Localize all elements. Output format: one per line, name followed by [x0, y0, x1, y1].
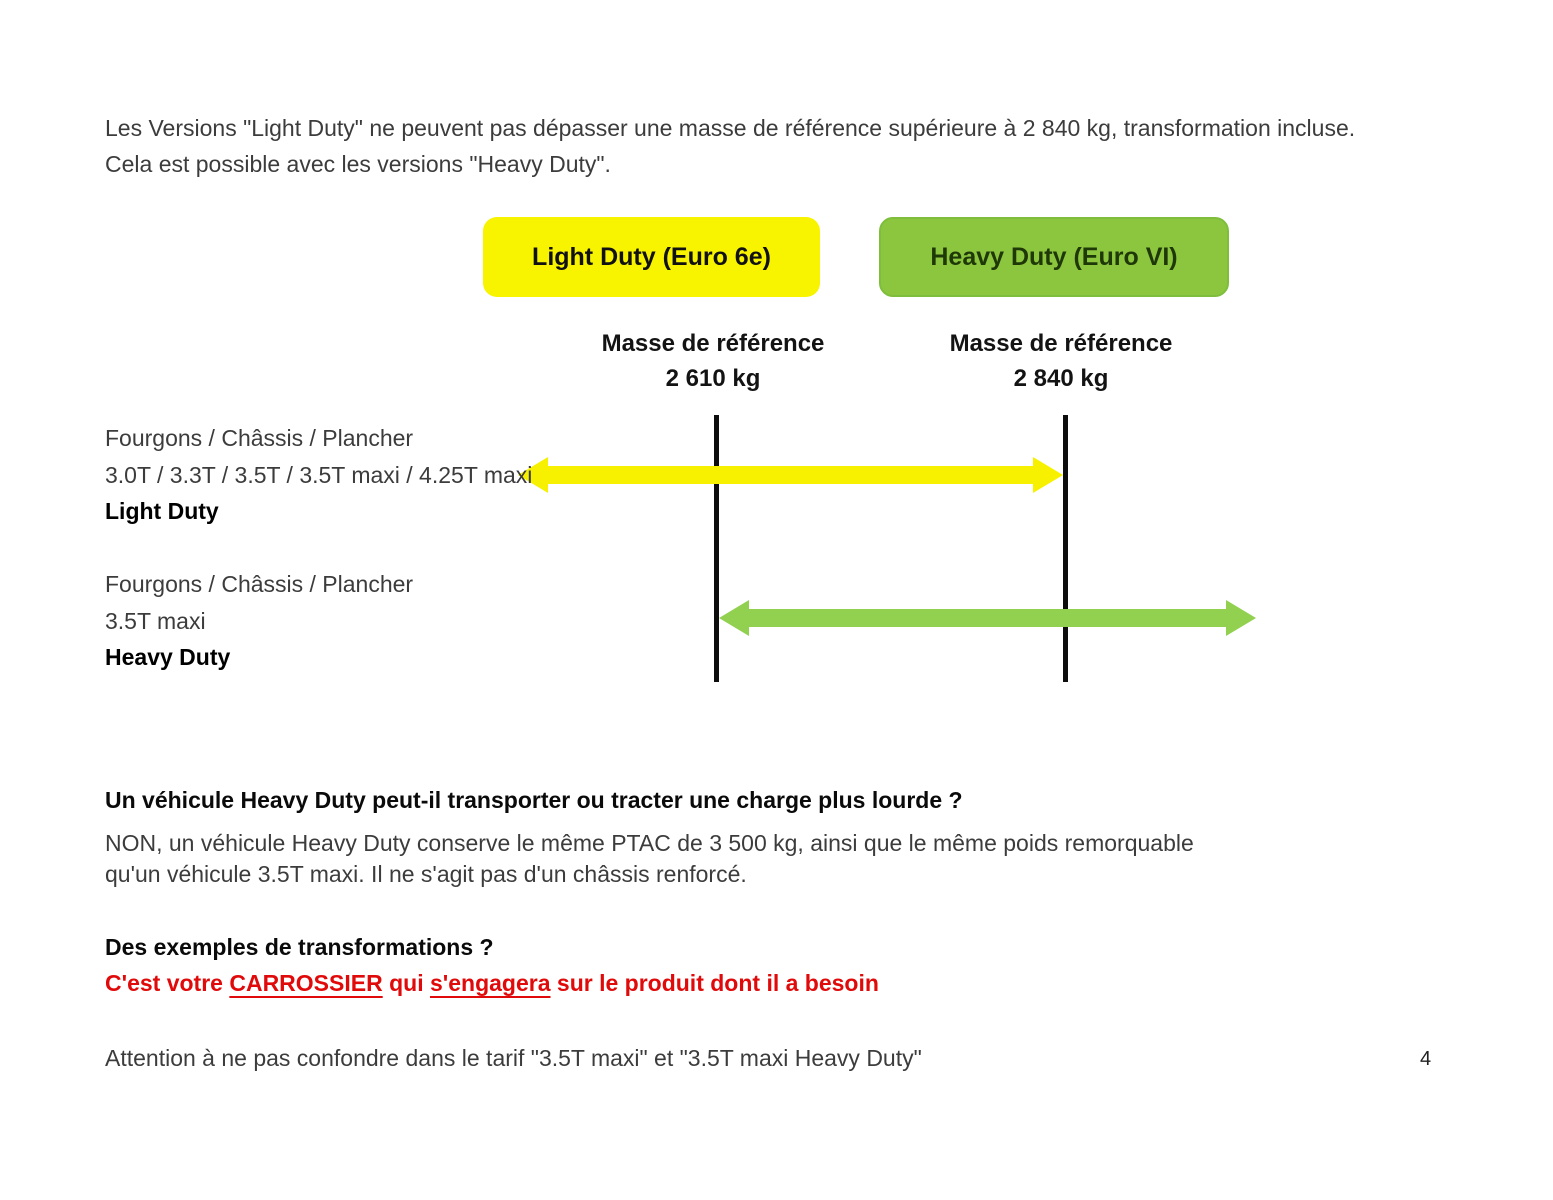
light-duty-models-line-1: Fourgons / Châssis / Plancher — [105, 425, 414, 451]
heavy-duty-models-line-2: 3.5T maxi — [105, 607, 206, 634]
heavy-duty-range-arrow — [719, 598, 1256, 638]
qa-answer — [105, 828, 1194, 890]
heavy-duty-models-line-3: Heavy Duty — [105, 644, 231, 670]
carrossier-warning — [105, 970, 879, 997]
light-duty-range-arrow — [518, 455, 1063, 495]
heavy-duty-models-line-1: Fourgons / Châssis / Plancher — [105, 571, 414, 597]
mass-reference-heavy — [901, 326, 1221, 396]
carrossier-warning-seg-4: s'engagera — [429, 970, 551, 996]
qa-question-heading: Un véhicule Heavy Duty peut-il transporter ou tracter une charge plus lourde ? — [105, 787, 963, 813]
page-number: 4 — [1420, 1048, 1432, 1070]
heavy-duty-badge-label: Heavy Duty (Euro VI) — [930, 242, 1178, 271]
footer-note: Attention à ne pas confondre dans le tarif "3.5T maxi" et "3.5T maxi Heavy Duty" — [105, 1045, 922, 1071]
intro-paragraph — [105, 110, 1355, 182]
mass-reference-light-value: 2 610 kg — [665, 365, 761, 392]
carrossier-warning-seg-2: CARROSSIER — [229, 970, 383, 996]
carrossier-warning-seg-1: C'est votre — [105, 970, 230, 996]
transformations-heading: Des exemples de transformations ? — [105, 934, 494, 960]
intro-line-2: Cela est possible avec les versions "Heavy Duty". — [105, 151, 611, 177]
light-duty-models-line-3: Light Duty — [105, 498, 219, 524]
carrossier-warning-seg-3: qui — [382, 970, 430, 996]
heavy-duty-models-label — [105, 566, 413, 676]
light-duty-badge-label: Light Duty (Euro 6e) — [532, 242, 771, 271]
mass-reference-heavy-value: 2 840 kg — [1013, 365, 1109, 392]
light-duty-range-arrow-shape — [518, 457, 1063, 493]
heavy-duty-range-arrow-shape — [719, 600, 1256, 636]
qa-answer-line-2: qu'un véhicule 3.5T maxi. Il ne s'agit pas d'un châssis renforcé. — [105, 861, 747, 887]
intro-line-1: Les Versions "Light Duty" ne peuvent pas dépasser une masse de référence supérieure à 2 840 kg, transformation incluse. — [105, 115, 1356, 141]
threshold-line-2840 — [1063, 415, 1068, 682]
light-duty-models-label — [105, 420, 532, 530]
light-duty-models-line-2: 3.0T / 3.3T / 3.5T / 3.5T maxi / 4.25T maxi — [105, 461, 533, 488]
light-duty-badge — [483, 217, 820, 297]
qa-answer-line-1: NON, un véhicule Heavy Duty conserve le même PTAC de 3 500 kg, ainsi que le même poids remorquable — [105, 830, 1194, 856]
carrossier-warning-seg-5: sur le produit dont il a besoin — [550, 970, 879, 996]
heavy-duty-badge — [879, 217, 1229, 297]
mass-reference-heavy-label: Masse de référence — [949, 330, 1173, 357]
mass-reference-light-label: Masse de référence — [601, 330, 825, 357]
mass-reference-light — [553, 326, 873, 396]
